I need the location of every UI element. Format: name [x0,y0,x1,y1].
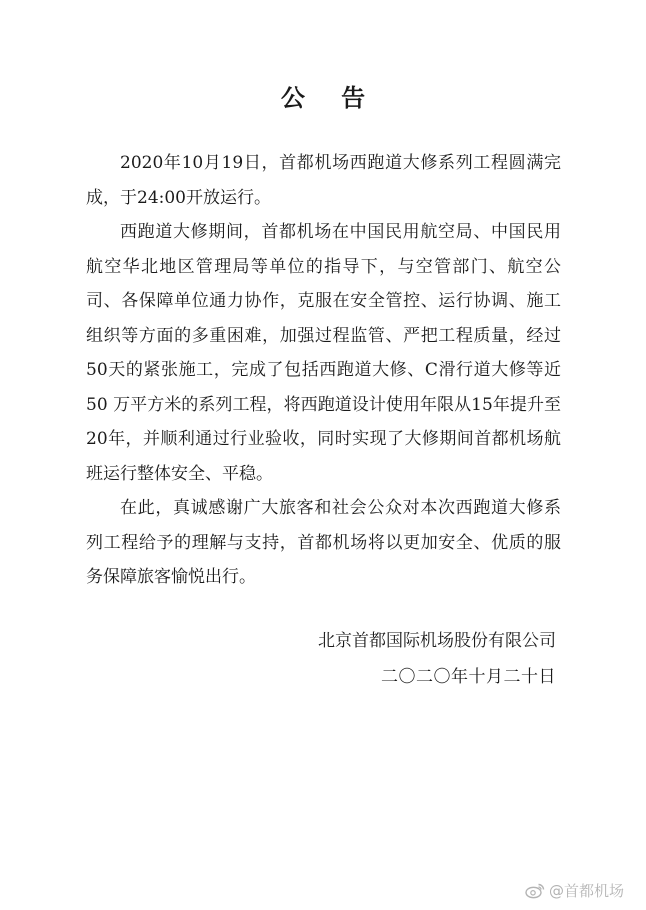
signature-date: 二〇二〇年十月二十日 [381,667,556,687]
signature-company: 北京首都国际机场股份有限公司 [318,631,556,651]
announcement-body [86,146,561,595]
weibo-icon [525,882,545,899]
page-title: 公 告 [280,84,380,112]
paragraph-construction: 西跑道大修期间，首都机场在中国民用航空局、中国民用航空华北地区管理局等单位的指导下，与空管部门、航空公司、各保障单位通力协作，克服在安全管控、运行协调、施工组织等方面的多重困难，加强过程监管、严把工程质量，经过50天的紧张施工，完成了包括西跑道大修、C滑行道大修等近 50 万平方米的系列工程，将西跑道设计使用年限从15年提升至20年，并顺利通过行业验收，同时实现了大修期间首都机场航班运行整体安全、平稳。 [86,222,561,484]
paragraph-completion: 2020年10月19日，首都机场西跑道大修系列工程圆满完成，于24:00开放运行。 [86,153,561,208]
watermark-text: @首都机场 [548,882,624,900]
paragraph-thanks: 在此，真诚感谢广大旅客和社会公众对本次西跑道大修系列工程给予的理解与支持，首都机场将以更加安全、优质的服务保障旅客愉悦出行。 [86,498,561,587]
weibo-watermark [525,880,624,901]
